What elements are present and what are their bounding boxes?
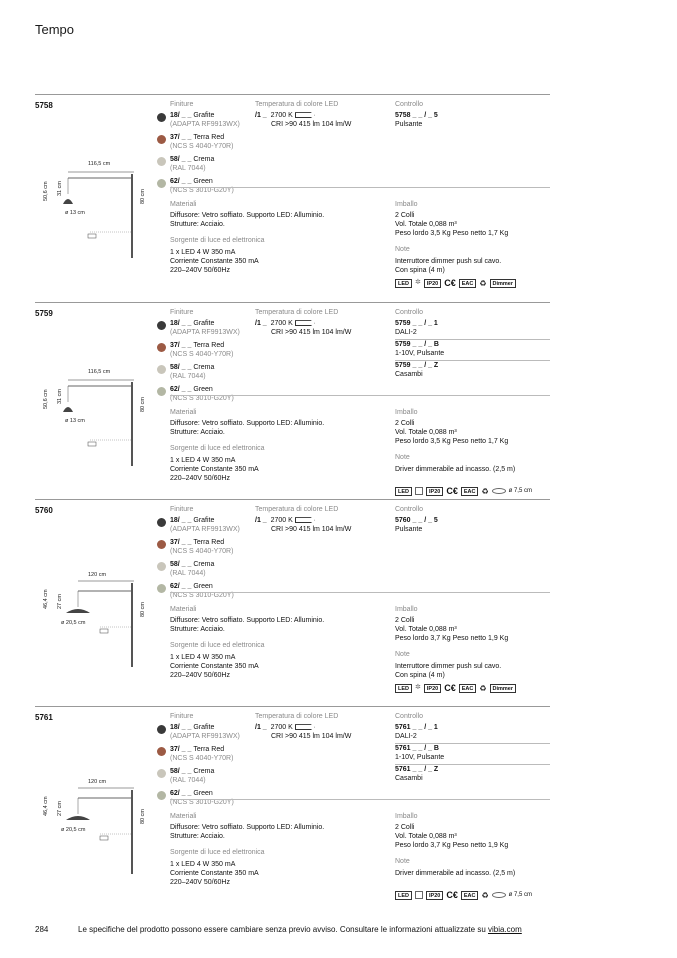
- note-text: Interruttore dimmer push sul cavo.: [395, 663, 502, 670]
- control-code: 5759 _ _ / _ B: [395, 341, 439, 348]
- materials-line2: Strutture: Acciaio.: [170, 833, 225, 840]
- color-name: Crema: [193, 768, 215, 775]
- source-line1: 1 x LED 4 W 350 mA: [170, 861, 236, 868]
- temperature-code: /1 _: [255, 724, 267, 731]
- cutout-icon: [492, 892, 506, 898]
- control-divider: [395, 743, 550, 744]
- cert-badge: EAC: [461, 891, 479, 900]
- temperature-kelvin: 2700 K: [270, 724, 293, 731]
- materials-header: Materiali: [170, 409, 197, 416]
- color-option: [170, 342, 224, 350]
- control-code: 5759 _ _ / _ Z: [395, 362, 439, 369]
- packaging-colli: 2 Colli: [395, 824, 415, 831]
- diameter-dim: ø 13 cm: [65, 418, 85, 424]
- control-code: 5761 _ _ / _ 1: [395, 724, 438, 731]
- materials-line2: Strutture: Acciaio.: [170, 429, 225, 436]
- product-code: 5761: [35, 713, 53, 722]
- cert-badge: EAC: [461, 487, 479, 496]
- temperature-row: [255, 724, 315, 732]
- control-code: 5759 _ _ / _ 1: [395, 320, 438, 327]
- control-label: Pulsante: [395, 121, 423, 128]
- wall-dim: 80 cm: [140, 189, 146, 204]
- height-dim: 46,4 cm: [43, 589, 49, 609]
- source-line3: 220–240V 50/60Hz: [170, 672, 230, 679]
- page-number: 284: [35, 925, 49, 934]
- color-name: Crema: [193, 364, 215, 371]
- control-divider: [395, 339, 550, 340]
- color-code: 18/ _ _: [170, 517, 192, 524]
- source-line2: Corriente Constante 350 mA: [170, 870, 259, 877]
- color-code: 58/ _ _: [170, 561, 192, 568]
- note-text: Con spina (4 m): [395, 672, 445, 679]
- control-header: Controllo: [395, 506, 424, 513]
- color-code: 62/ _ _: [170, 178, 192, 185]
- color-name: Green: [193, 386, 213, 393]
- cert-badge: LED: [395, 891, 412, 900]
- control-label: Casambi: [395, 775, 423, 782]
- materials-line1: Diffusore: Vetro soffiato. Supporto LED: Alluminio.: [170, 824, 325, 831]
- finiture-header: Finiture: [170, 309, 194, 316]
- control-code: 5760 _ _ / _ 5: [395, 517, 438, 524]
- recycle-icon: ♻: [479, 278, 487, 288]
- materials-line1: Diffusore: Vetro soffiato. Supporto LED: Alluminio.: [170, 420, 325, 427]
- certifications: [395, 890, 532, 901]
- control-header: Controllo: [395, 101, 424, 108]
- materials-header: Materiali: [170, 201, 197, 208]
- color-ref: (RAL 7044): [170, 570, 206, 577]
- color-swatch: [157, 540, 166, 549]
- cert-badge: LED: [395, 684, 412, 693]
- color-option: [170, 561, 214, 569]
- packaging-volume: Vol. Totale 0,088 m³: [395, 833, 457, 840]
- led-icon: [295, 724, 315, 730]
- source-line3: 220–240V 50/60Hz: [170, 879, 230, 886]
- source-line2: Corriente Constante 350 mA: [170, 466, 259, 473]
- source-line2: Corriente Constante 350 mA: [170, 258, 259, 265]
- color-name: Grafite: [193, 517, 215, 524]
- control-code: 5758 _ _ / _ 5: [395, 112, 438, 119]
- source-line3: 220–240V 50/60Hz: [170, 475, 230, 482]
- packaging-volume: Vol. Totale 0,088 m³: [395, 221, 457, 228]
- color-swatch: [157, 769, 166, 778]
- control-label: 1-10V, Pulsante: [395, 754, 445, 761]
- cert-badge: EAC: [459, 684, 477, 693]
- product-block: [0, 302, 677, 507]
- drop-dim: 27 cm: [57, 801, 63, 816]
- color-swatch: [157, 725, 166, 734]
- cert-badge: IP20: [424, 684, 441, 693]
- temperature-row: [255, 112, 315, 120]
- note-text: Interruttore dimmer push sul cavo.: [395, 258, 502, 265]
- color-ref: (NCS S 4040-Y70R): [170, 755, 234, 762]
- color-option: [170, 386, 213, 394]
- color-code: 18/ _ _: [170, 112, 192, 119]
- color-ref: (ADAPTA RF9913WX): [170, 121, 240, 128]
- color-code: 58/ _ _: [170, 364, 192, 371]
- control-header: Controllo: [395, 713, 424, 720]
- ce-mark-icon: C€: [444, 278, 456, 288]
- color-name: Grafite: [193, 320, 215, 327]
- control-label: DALI-2: [395, 733, 417, 740]
- materials-line2: Strutture: Acciaio.: [170, 626, 225, 633]
- recycle-icon: ♻: [479, 683, 487, 693]
- certifications: [395, 278, 516, 289]
- color-swatch: [157, 135, 166, 144]
- color-ref: (RAL 7044): [170, 777, 206, 784]
- packaging-weight: Peso lordo 3,7 Kg Peso netto 1,9 Kg: [395, 635, 509, 642]
- color-ref: (NCS S 3010-G20Y): [170, 799, 234, 806]
- color-ref: (ADAPTA RF9913WX): [170, 329, 240, 336]
- footer-text: Le specifiche del prodotto possono essere cambiare senza previo avviso. Consultare le informazioni attualizzate su: [78, 925, 488, 934]
- color-ref: (NCS S 3010-G20Y): [170, 592, 234, 599]
- product-code: 5758: [35, 101, 53, 110]
- product-divider: [35, 302, 550, 303]
- finiture-header: Finiture: [170, 713, 194, 720]
- led-icon: [295, 320, 315, 326]
- color-ref: (NCS S 4040-Y70R): [170, 143, 234, 150]
- color-ref: (NCS S 4040-Y70R): [170, 351, 234, 358]
- packaging-header: Imballo: [395, 606, 418, 613]
- color-option: [170, 134, 224, 142]
- notes-header: Note: [395, 246, 410, 253]
- section-divider: [170, 395, 550, 396]
- color-name: Grafite: [193, 724, 215, 731]
- product-block: [0, 706, 677, 911]
- color-code: 37/ _ _: [170, 539, 192, 546]
- packaging-header: Imballo: [395, 813, 418, 820]
- color-code: 62/ _ _: [170, 583, 192, 590]
- recycle-icon: ♻: [481, 486, 489, 496]
- color-code: 18/ _ _: [170, 320, 192, 327]
- diameter-dim: ø 13 cm: [65, 210, 85, 216]
- cutout-diameter: ø 7,5 cm: [508, 891, 532, 898]
- product-divider: [35, 706, 550, 707]
- packaging-colli: 2 Colli: [395, 420, 415, 427]
- temperature-specs: CRI >90 415 lm 104 lm/W: [271, 121, 352, 128]
- section-divider: [170, 592, 550, 593]
- notes-header: Note: [395, 858, 410, 865]
- materials-line1: Diffusore: Vetro soffiato. Supporto LED: Alluminio.: [170, 617, 325, 624]
- ce-mark-icon: C€: [446, 890, 458, 900]
- color-option: [170, 583, 213, 591]
- product-code: 5760: [35, 506, 53, 515]
- wall-dim: 80 cm: [140, 602, 146, 617]
- color-swatch: [157, 113, 166, 122]
- source-header: Sorgente di luce ed elettronica: [170, 849, 265, 856]
- cutout-diameter: ø 7,5 cm: [508, 487, 532, 494]
- product-block: [0, 94, 677, 299]
- temperature-code: /1 _: [255, 112, 267, 119]
- color-swatch: [157, 747, 166, 756]
- packaging-header: Imballo: [395, 201, 418, 208]
- color-ref: (ADAPTA RF9913WX): [170, 733, 240, 740]
- cert-badge: EAC: [459, 279, 477, 288]
- source-line1: 1 x LED 4 W 350 mA: [170, 457, 236, 464]
- color-code: 37/ _ _: [170, 134, 192, 141]
- materials-line1: Diffusore: Vetro soffiato. Supporto LED: Alluminio.: [170, 212, 325, 219]
- color-option: [170, 364, 214, 372]
- color-name: Terra Red: [193, 342, 225, 349]
- width-dim: 116,5 cm: [88, 161, 111, 167]
- color-option: [170, 539, 224, 547]
- source-header: Sorgente di luce ed elettronica: [170, 237, 265, 244]
- control-header: Controllo: [395, 309, 424, 316]
- width-dim: 116,5 cm: [88, 369, 111, 375]
- color-option: [170, 517, 214, 525]
- color-code: 37/ _ _: [170, 342, 192, 349]
- temperature-code: /1 _: [255, 517, 267, 524]
- control-label: Pulsante: [395, 526, 423, 533]
- ce-mark-icon: C€: [446, 486, 458, 496]
- temperature-header: Temperatura di colore LED: [255, 101, 339, 108]
- ce-mark-icon: C€: [444, 683, 456, 693]
- color-swatch: [157, 321, 166, 330]
- color-ref: (NCS S 3010-G20Y): [170, 395, 234, 402]
- color-option: [170, 320, 214, 328]
- height-dim: 46,4 cm: [43, 796, 49, 816]
- cert-badge: IP20: [424, 279, 441, 288]
- certifications: [395, 486, 532, 497]
- temperature-specs: CRI >90 415 lm 104 lm/W: [271, 329, 352, 336]
- diameter-dim: ø 20,5 cm: [61, 827, 86, 833]
- color-name: Terra Red: [193, 539, 225, 546]
- control-label: DALI-2: [395, 329, 417, 336]
- color-name: Green: [193, 583, 213, 590]
- source-line3: 220–240V 50/60Hz: [170, 267, 230, 274]
- color-option: [170, 746, 224, 754]
- materials-line2: Strutture: Acciaio.: [170, 221, 225, 228]
- cert-badge: Dimmer: [490, 684, 516, 693]
- temperature-code: /1 _: [255, 320, 267, 327]
- bulb-icon: ✲: [415, 684, 421, 692]
- packaging-weight: Peso lordo 3,5 Kg Peso netto 1,7 Kg: [395, 438, 509, 445]
- packaging-volume: Vol. Totale 0,088 m³: [395, 429, 457, 436]
- control-label: Casambi: [395, 371, 423, 378]
- recessed-icon: [415, 891, 423, 899]
- temperature-row: [255, 517, 315, 525]
- note-text: Con spina (4 m): [395, 267, 445, 274]
- note-text: Driver dimmerabile ad incasso. (2,5 m): [395, 870, 516, 877]
- cert-badge: LED: [395, 487, 412, 496]
- notes-header: Note: [395, 651, 410, 658]
- source-header: Sorgente di luce ed elettronica: [170, 642, 265, 649]
- color-ref: (NCS S 3010-G20Y): [170, 187, 234, 194]
- color-option: [170, 724, 214, 732]
- color-option: [170, 156, 214, 164]
- color-code: 37/ _ _: [170, 746, 192, 753]
- temperature-header: Temperatura di colore LED: [255, 506, 339, 513]
- packaging-weight: Peso lordo 3,7 Kg Peso netto 1,9 Kg: [395, 842, 509, 849]
- footer-link[interactable]: vibia.com: [488, 925, 522, 934]
- footer-disclaimer: [78, 925, 522, 935]
- control-label: 1-10V, Pulsante: [395, 350, 445, 357]
- color-ref: (RAL 7044): [170, 165, 206, 172]
- source-line1: 1 x LED 4 W 350 mA: [170, 249, 236, 256]
- color-name: Grafite: [193, 112, 215, 119]
- finiture-header: Finiture: [170, 101, 194, 108]
- cert-badge: IP20: [426, 891, 443, 900]
- control-divider: [395, 360, 550, 361]
- section-divider: [170, 799, 550, 800]
- source-line2: Corriente Constante 350 mA: [170, 663, 259, 670]
- cutout-icon: [492, 488, 506, 494]
- temperature-specs: CRI >90 415 lm 104 lm/W: [271, 526, 352, 533]
- color-option: [170, 178, 213, 186]
- source-line1: 1 x LED 4 W 350 mA: [170, 654, 236, 661]
- drop-dim: 31 cm: [57, 389, 63, 404]
- temperature-specs: CRI >90 415 lm 104 lm/W: [271, 733, 352, 740]
- materials-header: Materiali: [170, 606, 197, 613]
- notes-header: Note: [395, 454, 410, 461]
- led-icon: [295, 517, 315, 523]
- bulb-icon: ✲: [415, 279, 421, 287]
- packaging-weight: Peso lordo 3,5 Kg Peso netto 1,7 Kg: [395, 230, 509, 237]
- section-divider: [170, 187, 550, 188]
- note-text: Driver dimmerabile ad incasso. (2,5 m): [395, 466, 516, 473]
- color-swatch: [157, 365, 166, 374]
- temperature-header: Temperatura di colore LED: [255, 309, 339, 316]
- recessed-icon: [415, 487, 423, 495]
- diameter-dim: ø 20,5 cm: [61, 620, 86, 626]
- color-code: 18/ _ _: [170, 724, 192, 731]
- color-ref: (ADAPTA RF9913WX): [170, 526, 240, 533]
- temperature-kelvin: 2700 K: [270, 320, 293, 327]
- color-swatch: [157, 562, 166, 571]
- color-swatch: [157, 343, 166, 352]
- control-divider: [395, 764, 550, 765]
- color-option: [170, 768, 214, 776]
- packaging-colli: 2 Colli: [395, 212, 415, 219]
- product-code: 5759: [35, 309, 53, 318]
- color-name: Terra Red: [193, 134, 225, 141]
- color-swatch: [157, 518, 166, 527]
- width-dim: 120 cm: [88, 779, 107, 785]
- color-name: Crema: [193, 561, 215, 568]
- height-dim: 50,6 cm: [43, 181, 49, 201]
- led-icon: [295, 112, 315, 118]
- cert-badge: LED: [395, 279, 412, 288]
- drop-dim: 31 cm: [57, 181, 63, 196]
- wall-dim: 80 cm: [140, 809, 146, 824]
- color-option: [170, 112, 214, 120]
- temperature-kelvin: 2700 K: [270, 112, 293, 119]
- packaging-colli: 2 Colli: [395, 617, 415, 624]
- color-swatch: [157, 157, 166, 166]
- source-header: Sorgente di luce ed elettronica: [170, 445, 265, 452]
- color-ref: (RAL 7044): [170, 373, 206, 380]
- color-code: 62/ _ _: [170, 386, 192, 393]
- color-name: Green: [193, 790, 213, 797]
- packaging-volume: Vol. Totale 0,088 m³: [395, 626, 457, 633]
- color-code: 58/ _ _: [170, 156, 192, 163]
- product-divider: [35, 94, 550, 95]
- control-code: 5761 _ _ / _ Z: [395, 766, 439, 773]
- materials-header: Materiali: [170, 813, 197, 820]
- wall-dim: 80 cm: [140, 397, 146, 412]
- certifications: [395, 683, 516, 694]
- color-name: Crema: [193, 156, 215, 163]
- packaging-header: Imballo: [395, 409, 418, 416]
- temperature-kelvin: 2700 K: [270, 517, 293, 524]
- page-title: Tempo: [35, 22, 75, 37]
- color-code: 58/ _ _: [170, 768, 192, 775]
- color-code: 62/ _ _: [170, 790, 192, 797]
- control-code: 5761 _ _ / _ B: [395, 745, 439, 752]
- cert-badge: Dimmer: [490, 279, 516, 288]
- height-dim: 50,6 cm: [43, 389, 49, 409]
- recycle-icon: ♻: [481, 890, 489, 900]
- product-divider: [35, 499, 550, 500]
- drop-dim: 27 cm: [57, 594, 63, 609]
- color-name: Terra Red: [193, 746, 225, 753]
- temperature-header: Temperatura di colore LED: [255, 713, 339, 720]
- finiture-header: Finiture: [170, 506, 194, 513]
- cert-badge: IP20: [426, 487, 443, 496]
- color-name: Green: [193, 178, 213, 185]
- color-ref: (NCS S 4040-Y70R): [170, 548, 234, 555]
- temperature-row: [255, 320, 315, 328]
- product-block: [0, 499, 677, 704]
- width-dim: 120 cm: [88, 572, 107, 578]
- color-option: [170, 790, 213, 798]
